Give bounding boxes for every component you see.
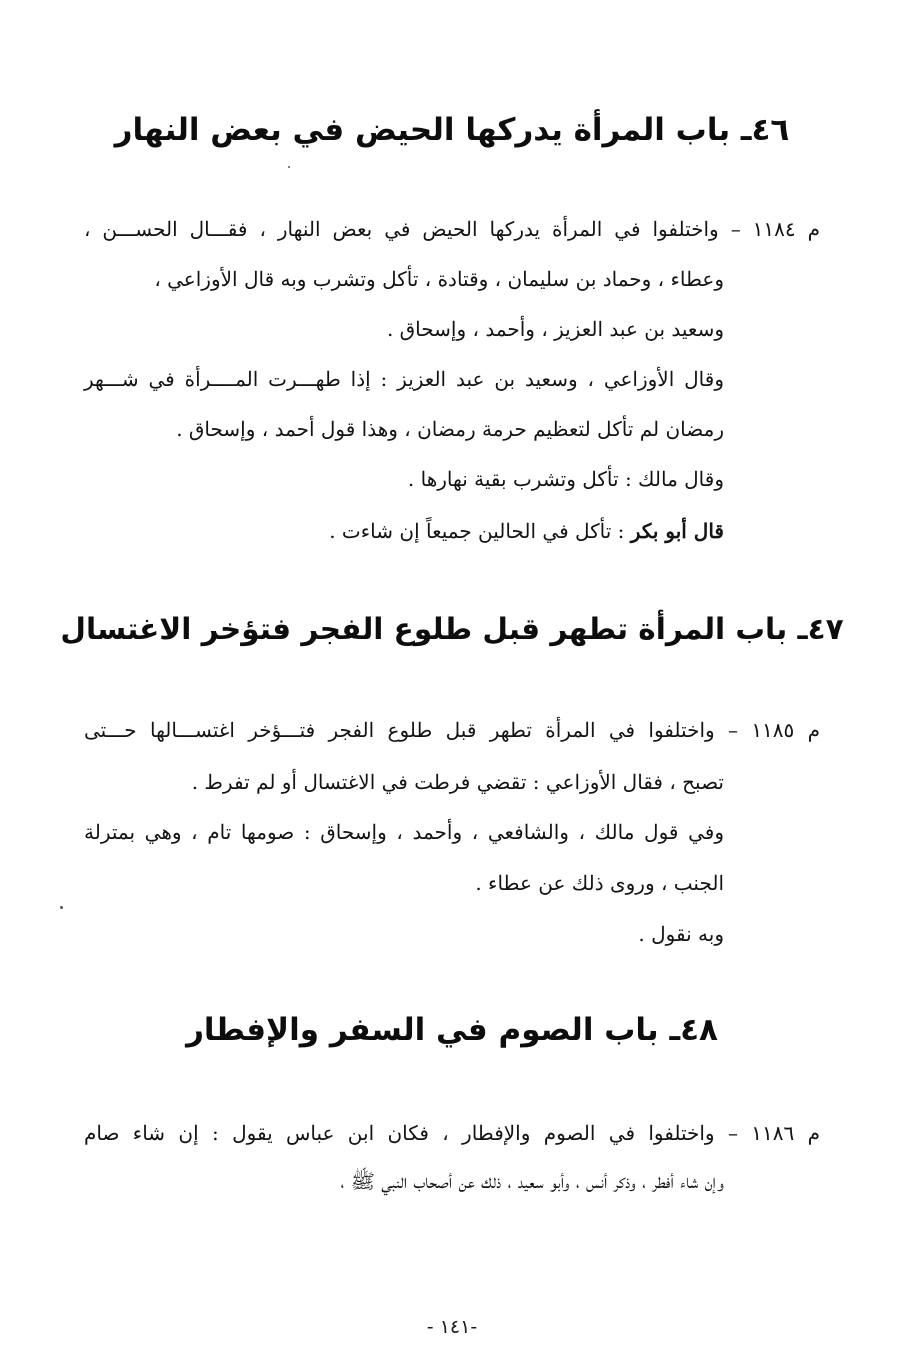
author-comment-46 [90, 516, 724, 546]
entry-1184-line-6: وقال مالك : تأكل وتشرب بقية نهارها . [407, 467, 724, 491]
entry-1185-line-3: وفي قول مالك ، والشافعي ، وأحمد ، وإسحاق : صومها تام ، وهي بمترلة [84, 820, 724, 844]
entry-1185-line-2: تصبح ، فقال الأوزاعي : تقضي فرطت في الاغتسال أو لم تفرط . [191, 770, 724, 794]
scan-speck [60, 906, 63, 909]
author-comment-text: : تأكل في الحالين جميعاً إن شاءت . [329, 519, 631, 543]
section-heading-46: ٤٦ـ باب المرأة يدركها الحيض في بعض النهار [114, 112, 790, 148]
entry-1186-line-1: م ١١٨٦ – واختلفوا في الصوم والإفطار ، فكان ابن عباس يقول : إن شاء صام [84, 1121, 820, 1145]
page-number: -١٤١ - [426, 1316, 478, 1338]
entry-1185-line-5: وبه نقول . [638, 922, 724, 946]
entry-1184-line-5: رمضان لم تأكل لتعظيم حرمة رمضان ، وهذا قول أحمد ، وإسحاق . [176, 417, 724, 441]
entry-1184-line-4: وقال الأوزاعي ، وسعيد بن عبد العزيز : إذا طهـــرت المــــرأة في شـــهر [84, 367, 724, 391]
entry-1186-line-2: وإن شاء أفطر ، وذكر أنس ، وأبو سعيد ، ذلك عن أصحاب النبي ﷺ ، [340, 1169, 724, 1193]
entry-1184-line-1: م ١١٨٤ – واختلفوا في المرأة يدركها الحيض في بعض النهار ، فقـــال الحســـن ، [84, 217, 820, 241]
section-heading-48: ٤٨ـ باب الصوم في السفر والإفطار [186, 1012, 718, 1048]
entry-1184-line-3: وسعيد بن عبد العزيز ، وأحمد ، وإسحاق . [386, 317, 724, 341]
section-heading-47: ٤٧ـ باب المرأة تطهر قبل طلوع الفجر فتؤخر الاغتسال [60, 612, 844, 646]
entry-1185-line-4: الجنب ، وروى ذلك عن عطاء . [475, 871, 724, 895]
author-label: قال أبو بكر [630, 519, 724, 543]
entry-1185-line-1: م ١١٨٥ – واختلفوا في المرأة تطهر قبل طلوع الفجر فتـــؤخر اغتســـالها حـــتى [84, 718, 820, 742]
scan-speck [288, 166, 290, 168]
entry-1184-line-2: وعطاء ، وحماد بن سليمان ، وقتادة ، تأكل وتشرب وبه قال الأوزاعي ، [154, 267, 724, 291]
